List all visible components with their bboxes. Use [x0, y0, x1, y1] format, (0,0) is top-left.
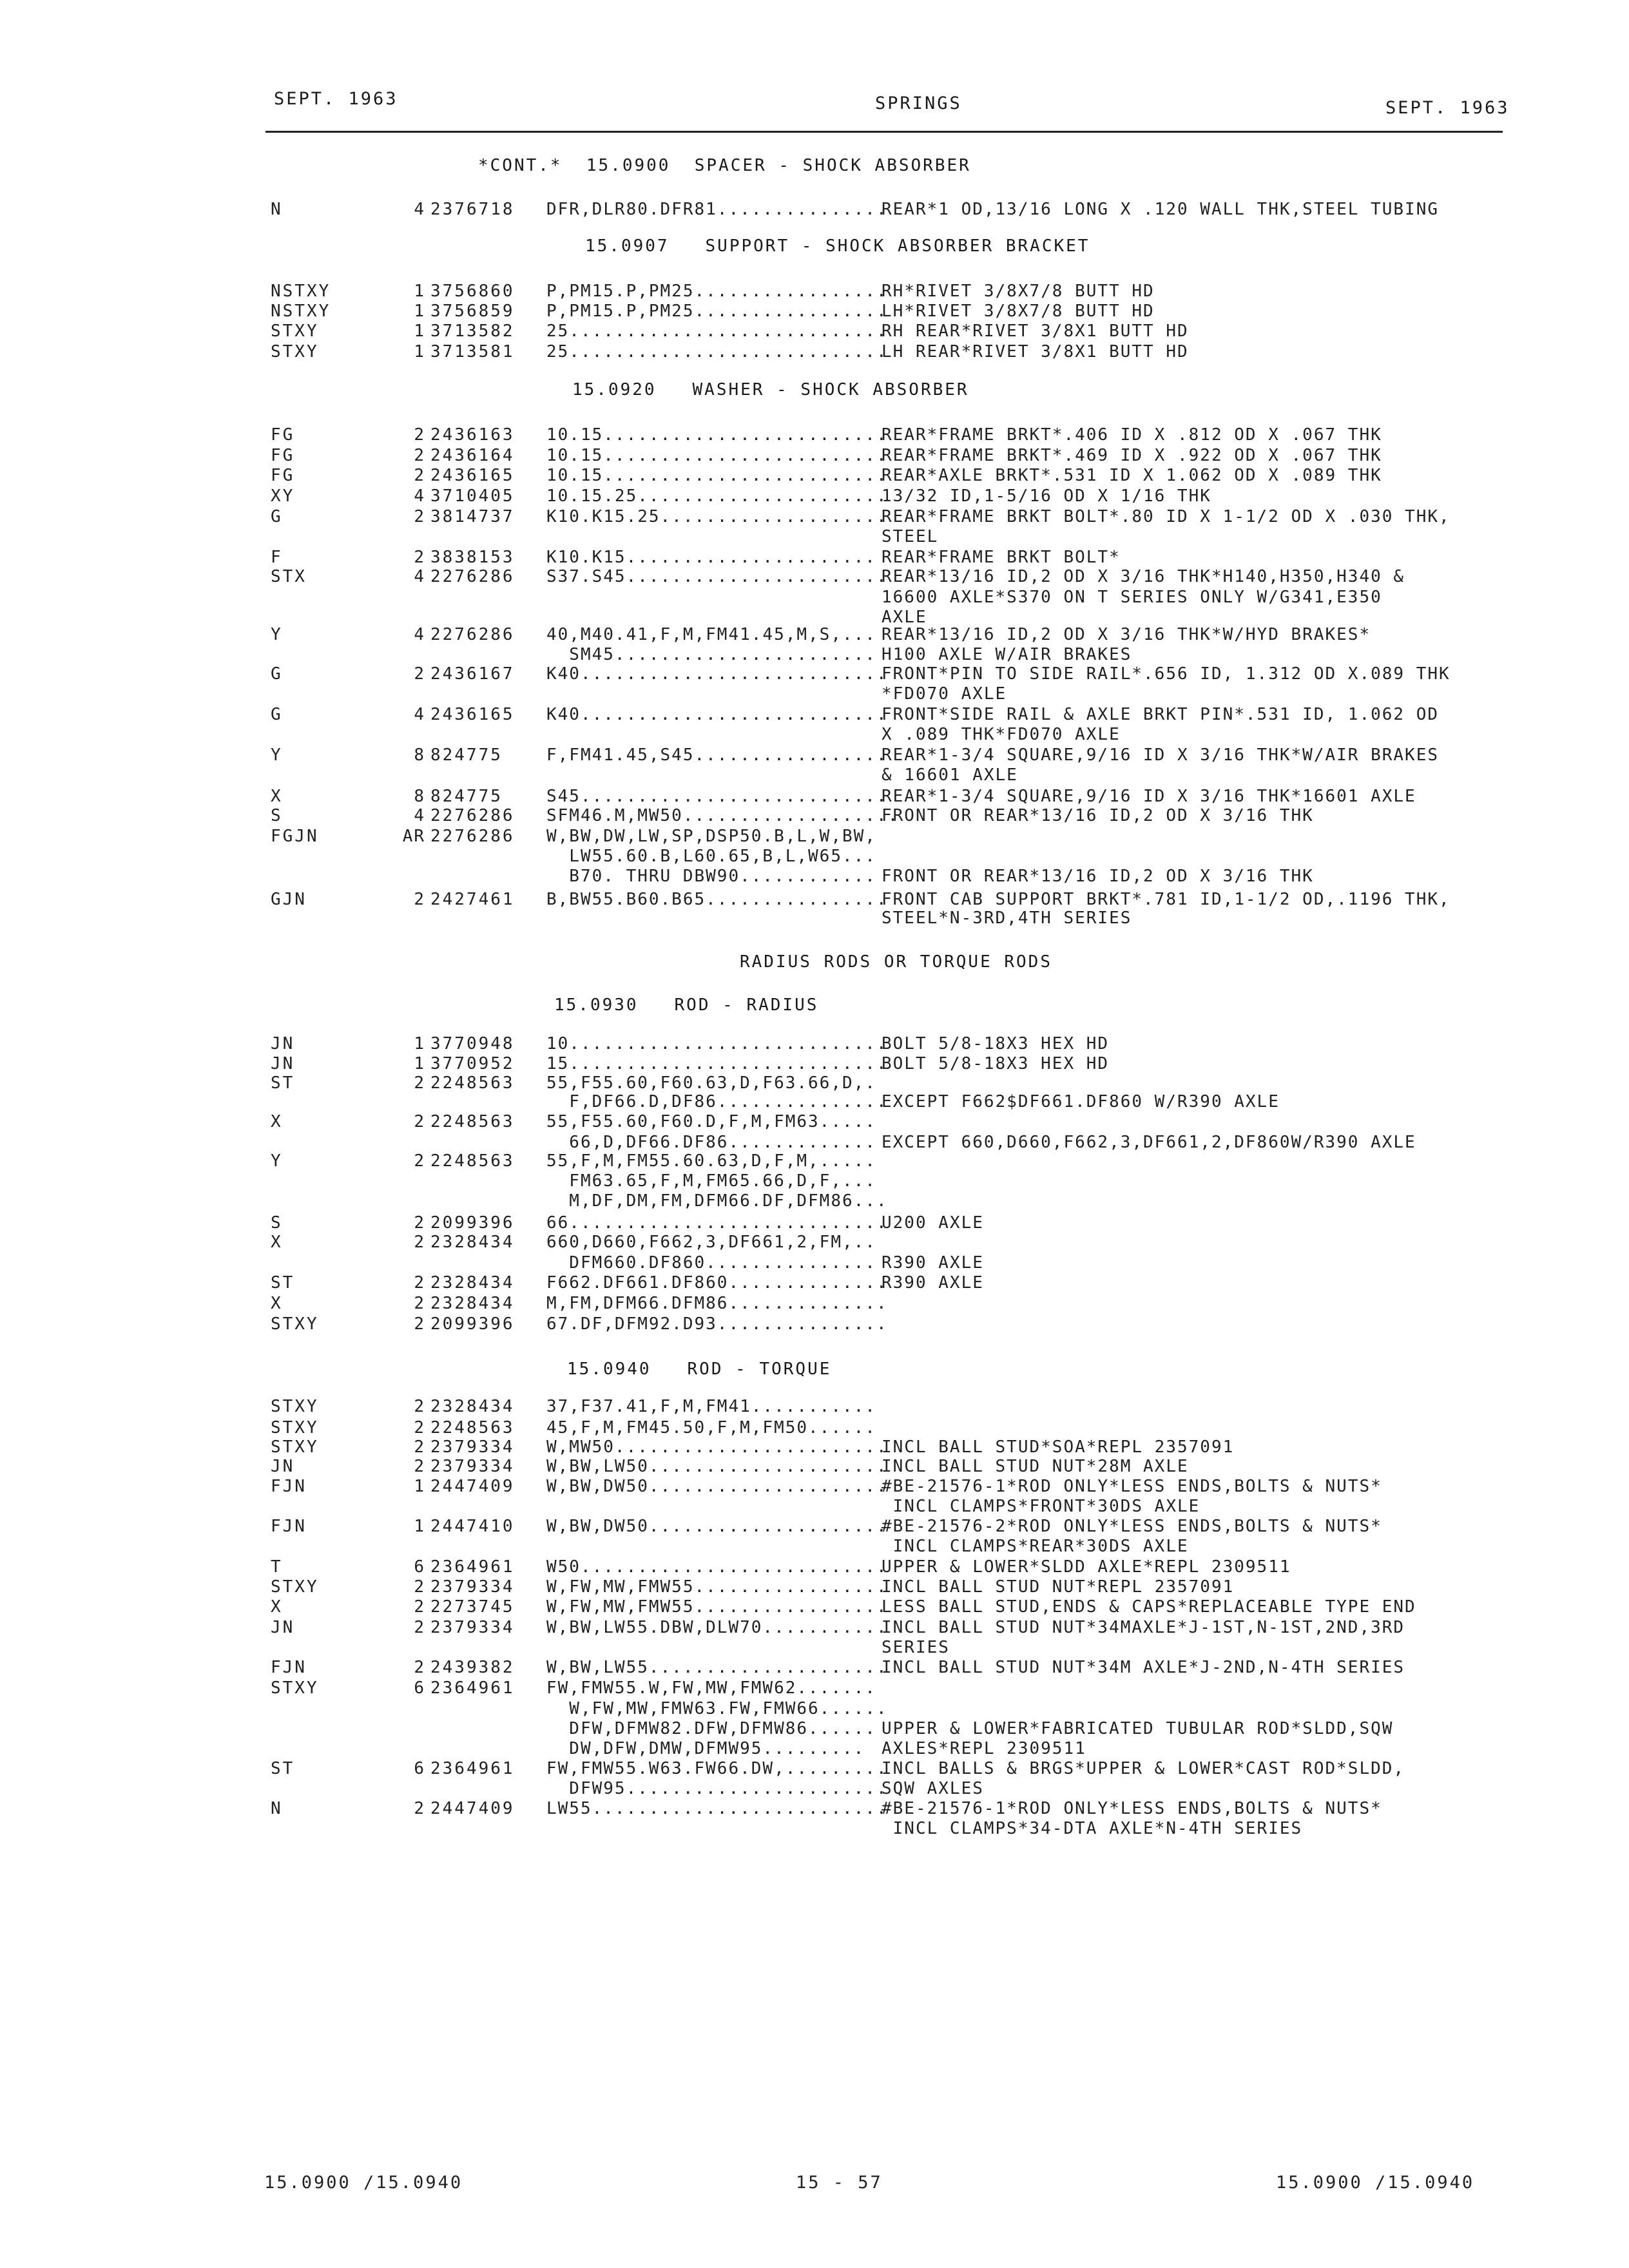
- quantity: 1: [414, 1034, 425, 1053]
- applicable-models: K10.K15......................: [546, 548, 876, 567]
- model-codes: X: [271, 1294, 283, 1313]
- model-codes: S: [271, 806, 283, 825]
- part-description: INCL BALL STUD NUT*28M AXLE: [882, 1457, 1189, 1476]
- header-date-right: SEPT. 1963: [1385, 98, 1510, 118]
- part-number: 2427461: [430, 890, 515, 909]
- part-description: 13/32 ID,1-5/16 OD X 1/16 THK: [882, 486, 1211, 506]
- applicable-models: W,BW,DW,LW,SP,DSP50.B,L,W,BW,: [546, 827, 876, 846]
- part-description: UPPER & LOWER*SLDD AXLE*REPL 2309511: [882, 1557, 1291, 1577]
- applicable-models: 55,F55.60,F60.D,F,M,FM63.....: [546, 1112, 876, 1131]
- part-number: 3756859: [430, 302, 515, 321]
- part-number: 2099396: [430, 1314, 515, 1334]
- applicable-models: 10.15.25......................: [546, 486, 888, 506]
- quantity: 6: [414, 1759, 425, 1778]
- quantity: 2: [414, 1577, 425, 1597]
- model-codes: STXY: [271, 322, 319, 341]
- part-description: U200 AXLE: [882, 1213, 984, 1233]
- quantity: 2: [414, 1658, 425, 1677]
- part-description: SERIES: [882, 1638, 950, 1657]
- applicable-models: DFR,DLR80.DFR81...............: [546, 200, 888, 219]
- part-description: REAR*FRAME BRKT BOLT*.80 ID X 1-1/2 OD X .030 THK,: [882, 507, 1451, 526]
- quantity: 2: [414, 1151, 425, 1171]
- applicable-models: 25............................: [546, 322, 888, 341]
- applicable-models: M,FM,DFM66.DFM86..............: [546, 1294, 888, 1313]
- part-description: INCL BALL STUD*SOA*REPL 2357091: [882, 1437, 1235, 1457]
- part-description: X .089 THK*FD070 AXLE: [882, 725, 1121, 744]
- part-number: 2248563: [430, 1112, 515, 1131]
- quantity: 1: [414, 342, 425, 361]
- quantity: 2: [414, 890, 425, 909]
- model-codes: ST: [271, 1073, 295, 1093]
- model-codes: STXY: [271, 1437, 319, 1457]
- footer-page-number: 15 - 57: [796, 2173, 883, 2193]
- applicable-models: B,BW55.B60.B65................: [546, 890, 888, 909]
- model-codes: FJN: [271, 1658, 307, 1677]
- model-codes: STXY: [271, 1314, 319, 1334]
- quantity: 6: [414, 1557, 425, 1577]
- part-number: 2447409: [430, 1477, 515, 1496]
- applicable-models: 10.15.........................: [546, 466, 888, 485]
- applicable-models: W,BW,DW50.....................: [546, 1517, 888, 1536]
- quantity: 1: [414, 282, 425, 301]
- quantity: 2: [414, 1273, 425, 1293]
- part-number: 2436165: [430, 705, 515, 724]
- applicable-models: 55,F,M,FM55.60.63,D,F,M,.....: [546, 1151, 876, 1171]
- model-codes: STX: [271, 567, 307, 586]
- part-number: 3838153: [430, 548, 515, 567]
- applicable-models: S37.S45.......................: [546, 567, 888, 586]
- model-codes: JN: [271, 1618, 295, 1637]
- model-codes: JN: [271, 1034, 295, 1053]
- part-description: LESS BALL STUD,ENDS & CAPS*REPLACEABLE TYPE END: [882, 1597, 1416, 1617]
- part-number: 2328434: [430, 1233, 515, 1252]
- model-codes: ST: [271, 1759, 295, 1778]
- model-codes: FG: [271, 446, 295, 465]
- applicable-models: F662.DF661.DF860..............: [546, 1273, 888, 1293]
- applicable-models: S45...........................: [546, 787, 888, 806]
- header-rule: [265, 131, 1503, 133]
- model-codes: NSTXY: [271, 302, 331, 321]
- quantity: AR: [402, 827, 425, 846]
- model-codes: NSTXY: [271, 282, 331, 301]
- section-heading: 15.0920 WASHER - SHOCK ABSORBER: [572, 380, 969, 399]
- part-description: INCL BALL STUD NUT*34MAXLE*J-1ST,N-1ST,2ND,3RD: [882, 1618, 1405, 1637]
- model-codes: N: [271, 1799, 283, 1818]
- part-number: 2436163: [430, 425, 515, 445]
- applicable-models: P,PM15.P,PM25.................: [546, 302, 888, 321]
- applicable-models: W,FW,MW,FMW55.................: [546, 1597, 888, 1617]
- model-codes: STXY: [271, 1418, 319, 1437]
- part-description: INCL BALL STUD NUT*REPL 2357091: [882, 1577, 1235, 1597]
- applicable-models: 15............................: [546, 1054, 888, 1073]
- part-description: REAR*13/16 ID,2 OD X 3/16 THK*W/HYD BRAKES*: [882, 625, 1371, 644]
- model-codes: N: [271, 200, 283, 219]
- section-heading: 15.0907 SUPPORT - SHOCK ABSORBER BRACKET: [585, 236, 1090, 256]
- applicable-models: B70. THRU DBW90............: [546, 867, 876, 886]
- quantity: 2: [414, 1073, 425, 1093]
- part-description: R390 AXLE: [882, 1273, 984, 1293]
- model-codes: JN: [271, 1054, 295, 1073]
- part-description: REAR*13/16 ID,2 OD X 3/16 THK*H140,H350,H340 &: [882, 567, 1405, 586]
- section-heading: 15.0940 ROD - TORQUE: [567, 1360, 832, 1379]
- quantity: 2: [414, 425, 425, 445]
- quantity: 2: [414, 1418, 425, 1437]
- part-number: 3713581: [430, 342, 515, 361]
- part-description: #BE-21576-1*ROD ONLY*LESS ENDS,BOLTS & NUTS*: [882, 1477, 1382, 1496]
- quantity: 2: [414, 1233, 425, 1252]
- applicable-models: W,BW,LW55.....................: [546, 1658, 888, 1677]
- part-description: FRONT CAB SUPPORT BRKT*.781 ID,1-1/2 OD,.1196 THK,: [882, 890, 1451, 909]
- part-description: REAR*1-3/4 SQUARE,9/16 ID X 3/16 THK*W/AIR BRAKES: [882, 745, 1440, 765]
- part-description: #BE-21576-2*ROD ONLY*LESS ENDS,BOLTS & NUTS*: [882, 1517, 1382, 1536]
- quantity: 2: [414, 1799, 425, 1818]
- quantity: 1: [414, 302, 425, 321]
- quantity: 4: [414, 806, 425, 825]
- model-codes: F: [271, 548, 283, 567]
- part-description: REAR*FRAME BRKT*.406 ID X .812 OD X .067 THK: [882, 425, 1382, 445]
- part-number: 2436165: [430, 466, 515, 485]
- model-codes: ST: [271, 1273, 295, 1293]
- model-codes: X: [271, 1597, 283, 1617]
- quantity: 2: [414, 548, 425, 567]
- part-description: & 16601 AXLE: [882, 765, 1018, 785]
- quantity: 4: [414, 705, 425, 724]
- model-codes: Y: [271, 745, 283, 765]
- applicable-models: SM45.......................: [546, 645, 876, 664]
- applicable-models: 45,F,M,FM45.50,F,M,FM50......: [546, 1418, 876, 1437]
- part-description: FRONT*PIN TO SIDE RAIL*.656 ID, 1.312 OD X.089 THK: [882, 664, 1451, 684]
- part-number: 3710405: [430, 486, 515, 506]
- part-number: 2379334: [430, 1618, 515, 1637]
- model-codes: GJN: [271, 890, 307, 909]
- model-codes: T: [271, 1557, 283, 1577]
- part-description: LH REAR*RIVET 3/8X1 BUTT HD: [882, 342, 1189, 361]
- model-codes: X: [271, 787, 283, 806]
- part-number: 824775: [430, 787, 503, 806]
- applicable-models: 66,D,DF66.DF86.............: [546, 1133, 876, 1152]
- model-codes: STXY: [271, 1577, 319, 1597]
- quantity: 2: [414, 1213, 425, 1233]
- part-number: 2364961: [430, 1759, 515, 1778]
- part-description: STEEL*N-3RD,4TH SERIES: [882, 908, 1132, 928]
- part-description: INCL CLAMPS*34-DTA AXLE*N-4TH SERIES: [882, 1819, 1303, 1838]
- part-description: REAR*AXLE BRKT*.531 ID X 1.062 OD X .089 THK: [882, 466, 1382, 485]
- applicable-models: W,BW,LW55.DBW,DLW70...........: [546, 1618, 888, 1637]
- part-description: RH REAR*RIVET 3/8X1 BUTT HD: [882, 322, 1189, 341]
- applicable-models: SFM46.M,MW50...................: [546, 806, 900, 825]
- part-description: LH*RIVET 3/8X7/8 BUTT HD: [882, 302, 1155, 321]
- part-description: EXCEPT F662$DF661.DF860 W/R390 AXLE: [882, 1092, 1280, 1111]
- part-number: 2379334: [430, 1457, 515, 1476]
- part-description: 16600 AXLE*S370 ON T SERIES ONLY W/G341,E350: [882, 588, 1382, 607]
- model-codes: STXY: [271, 1678, 319, 1698]
- applicable-models: W,FW,MW,FMW63.FW,FMW66......: [546, 1699, 888, 1718]
- applicable-models: DW,DFW,DMW,DFMW95.........: [546, 1739, 865, 1758]
- applicable-models: F,DF66.D,DF86...............: [546, 1092, 888, 1111]
- part-number: 2379334: [430, 1437, 515, 1457]
- quantity: 6: [414, 1678, 425, 1698]
- part-number: 2379334: [430, 1577, 515, 1597]
- part-number: 2248563: [430, 1073, 515, 1093]
- model-codes: FGJN: [271, 827, 319, 846]
- applicable-models: 660,D660,F662,3,DF661,2,FM,..: [546, 1233, 876, 1252]
- part-description: REAR*FRAME BRKT*.469 ID X .922 OD X .067 THK: [882, 446, 1382, 465]
- applicable-models: FW,FMW55.W,FW,MW,FMW62.......: [546, 1678, 876, 1698]
- applicable-models: M,DF,DM,FM,DFM66.DF,DFM86...: [546, 1191, 888, 1211]
- section-heading: RADIUS RODS OR TORQUE RODS: [740, 952, 1052, 972]
- footer-range-left: 15.0900 /15.0940: [264, 2173, 463, 2193]
- part-number: 2364961: [430, 1678, 515, 1698]
- part-number: 2276286: [430, 625, 515, 644]
- quantity: 2: [414, 664, 425, 684]
- part-number: 2276286: [430, 567, 515, 586]
- model-codes: S: [271, 1213, 283, 1233]
- model-codes: G: [271, 705, 283, 724]
- quantity: 4: [414, 200, 425, 219]
- applicable-models: W,BW,LW50.....................: [546, 1457, 888, 1476]
- applicable-models: DFW,DFMW82.DFW,DFMW86......: [546, 1719, 876, 1738]
- quantity: 4: [414, 486, 425, 506]
- part-description: INCL CLAMPS*REAR*30DS AXLE: [882, 1537, 1189, 1556]
- part-number: 2273745: [430, 1597, 515, 1617]
- model-codes: FG: [271, 425, 295, 445]
- model-codes: G: [271, 507, 283, 526]
- part-number: 2376718: [430, 200, 515, 219]
- part-number: 2248563: [430, 1151, 515, 1171]
- applicable-models: FW,FMW55.W63.FW66.DW,.........: [546, 1759, 888, 1778]
- model-codes: G: [271, 664, 283, 684]
- part-description: BOLT 5/8-18X3 HEX HD: [882, 1054, 1110, 1073]
- quantity: 2: [414, 507, 425, 526]
- part-description: INCL CLAMPS*FRONT*30DS AXLE: [882, 1497, 1200, 1516]
- applicable-models: LW55.60.B,L60.65,B,L,W65...: [546, 847, 876, 866]
- part-number: 2328434: [430, 1294, 515, 1313]
- applicable-models: 67.DF,DFM92.D93...............: [546, 1314, 888, 1334]
- applicable-models: P,PM15.P,PM25.................: [546, 282, 888, 301]
- part-number: 3770952: [430, 1054, 515, 1073]
- applicable-models: 66............................: [546, 1213, 888, 1233]
- quantity: 4: [414, 625, 425, 644]
- part-number: 3814737: [430, 507, 515, 526]
- applicable-models: K40...........................: [546, 705, 888, 724]
- part-number: 2439382: [430, 1658, 515, 1677]
- applicable-models: 55,F55.60,F60.63,D,F63.66,D,.: [546, 1073, 876, 1093]
- part-number: 2364961: [430, 1557, 515, 1577]
- section-heading: *CONT.* 15.0900 SPACER - SHOCK ABSORBER: [478, 156, 971, 175]
- applicable-models: 10.15.........................: [546, 446, 888, 465]
- model-codes: X: [271, 1233, 283, 1252]
- part-number: 2099396: [430, 1213, 515, 1233]
- part-description: R390 AXLE: [882, 1253, 984, 1273]
- quantity: 2: [414, 1314, 425, 1334]
- part-number: 2328434: [430, 1273, 515, 1293]
- part-number: 824775: [430, 745, 503, 765]
- model-codes: FJN: [271, 1517, 307, 1536]
- quantity: 4: [414, 567, 425, 586]
- quantity: 2: [414, 446, 425, 465]
- applicable-models: 10.15.........................: [546, 425, 888, 445]
- footer-range-right: 15.0900 /15.0940: [1276, 2173, 1475, 2193]
- part-description: AXLE: [882, 608, 927, 627]
- model-codes: XY: [271, 486, 295, 506]
- part-number: 2447410: [430, 1517, 515, 1536]
- part-description: AXLES*REPL 2309511: [882, 1739, 1086, 1758]
- quantity: 2: [414, 1437, 425, 1457]
- quantity: 1: [414, 1054, 425, 1073]
- model-codes: STXY: [271, 342, 319, 361]
- applicable-models: W,FW,MW,FMW55.................: [546, 1577, 888, 1597]
- quantity: 8: [414, 745, 425, 765]
- model-codes: STXY: [271, 1397, 319, 1416]
- part-description: REAR*1 OD,13/16 LONG X .120 WALL THK,STEEL TUBING: [882, 200, 1440, 219]
- part-description: FRONT*SIDE RAIL & AXLE BRKT PIN*.531 ID, 1.062 OD: [882, 705, 1440, 724]
- applicable-models: 25............................: [546, 342, 888, 361]
- applicable-models: LW55..........................: [546, 1799, 888, 1818]
- applicable-models: W,BW,DW50.....................: [546, 1477, 888, 1496]
- part-description: REAR*FRAME BRKT BOLT*: [882, 548, 1121, 567]
- model-codes: FG: [271, 466, 295, 485]
- applicable-models: DFW95.......................: [546, 1779, 888, 1798]
- part-number: 2436167: [430, 664, 515, 684]
- header-date-left: SEPT. 1963: [274, 89, 398, 109]
- applicable-models: 37,F37.41,F,M,FM41...........: [546, 1397, 876, 1416]
- model-codes: JN: [271, 1457, 295, 1476]
- quantity: 2: [414, 466, 425, 485]
- quantity: 2: [414, 1294, 425, 1313]
- quantity: 1: [414, 1517, 425, 1536]
- part-description: STEEL: [882, 527, 939, 546]
- model-codes: FJN: [271, 1477, 307, 1496]
- part-description: SQW AXLES: [882, 1779, 984, 1798]
- quantity: 1: [414, 322, 425, 341]
- part-number: 2328434: [430, 1397, 515, 1416]
- part-description: RH*RIVET 3/8X7/8 BUTT HD: [882, 282, 1155, 301]
- part-description: *FD070 AXLE: [882, 684, 1007, 704]
- applicable-models: F,FM41.45,S45.................: [546, 745, 888, 765]
- header-title: SPRINGS: [875, 93, 962, 113]
- model-codes: Y: [271, 1151, 283, 1171]
- part-description: FRONT OR REAR*13/16 ID,2 OD X 3/16 THK: [882, 806, 1314, 825]
- quantity: 2: [414, 1597, 425, 1617]
- applicable-models: W50...........................: [546, 1557, 888, 1577]
- model-codes: X: [271, 1112, 283, 1131]
- part-description: FRONT OR REAR*13/16 ID,2 OD X 3/16 THK: [882, 867, 1314, 886]
- part-description: BOLT 5/8-18X3 HEX HD: [882, 1034, 1110, 1053]
- quantity: 2: [414, 1457, 425, 1476]
- quantity: 2: [414, 1112, 425, 1131]
- part-number: 2447409: [430, 1799, 515, 1818]
- part-description: UPPER & LOWER*FABRICATED TUBULAR ROD*SLDD,SQW: [882, 1719, 1394, 1738]
- applicable-models: W,MW50........................: [546, 1437, 888, 1457]
- quantity: 2: [414, 1618, 425, 1637]
- part-description: INCL BALLS & BRGS*UPPER & LOWER*CAST ROD*SLDD,: [882, 1759, 1405, 1778]
- section-heading: 15.0930 ROD - RADIUS: [554, 995, 819, 1015]
- part-number: 2276286: [430, 806, 515, 825]
- part-description: EXCEPT 660,D660,F662,3,DF661,2,DF860W/R390 AXLE: [882, 1133, 1416, 1152]
- quantity: 1: [414, 1477, 425, 1496]
- applicable-models: 10............................: [546, 1034, 888, 1053]
- model-codes: Y: [271, 625, 283, 644]
- part-description: H100 AXLE W/AIR BRAKES: [882, 645, 1132, 664]
- quantity: 2: [414, 1397, 425, 1416]
- part-description: #BE-21576-1*ROD ONLY*LESS ENDS,BOLTS & NUTS*: [882, 1799, 1382, 1818]
- applicable-models: FM63.65,F,M,FM65.66,D,F,...: [546, 1171, 876, 1191]
- part-number: 2248563: [430, 1418, 515, 1437]
- applicable-models: K10.K15.25....................: [546, 507, 888, 526]
- part-description: INCL BALL STUD NUT*34M AXLE*J-2ND,N-4TH SERIES: [882, 1658, 1405, 1677]
- part-number: 2276286: [430, 827, 515, 846]
- part-number: 3770948: [430, 1034, 515, 1053]
- part-number: 2436164: [430, 446, 515, 465]
- part-number: 3713582: [430, 322, 515, 341]
- part-number: 3756860: [430, 282, 515, 301]
- part-description: REAR*1-3/4 SQUARE,9/16 ID X 3/16 THK*16601 AXLE: [882, 787, 1416, 806]
- applicable-models: 40,M40.41,F,M,FM41.45,M,S,...: [546, 625, 876, 644]
- applicable-models: DFM660.DF860...............: [546, 1253, 876, 1273]
- quantity: 8: [414, 787, 425, 806]
- applicable-models: K40...........................: [546, 664, 888, 684]
